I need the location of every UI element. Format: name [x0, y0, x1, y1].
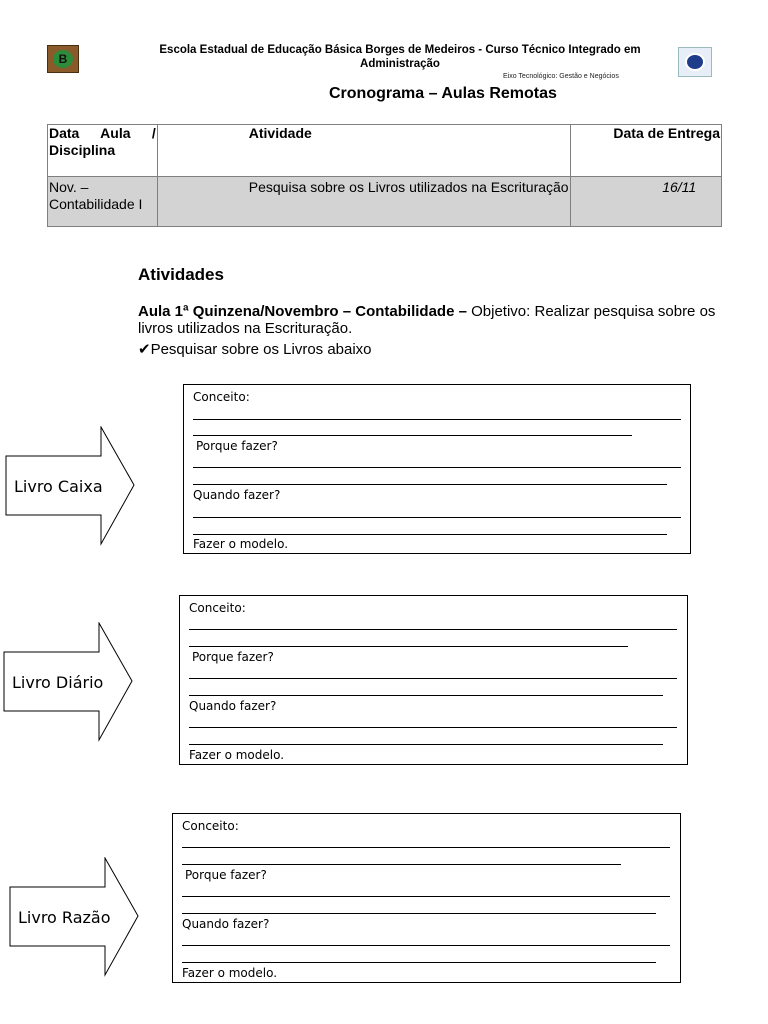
answer-line: [182, 962, 656, 963]
answer-line: [182, 847, 670, 848]
answer-box-livro-razao: [172, 813, 681, 983]
state-emblem-logo: [678, 47, 712, 77]
answer-line: [193, 435, 632, 436]
arrow-livro-diario: [3, 622, 133, 742]
arrow-livro-razao: [9, 857, 139, 977]
modelo-label: Fazer o modelo.: [189, 748, 285, 762]
porque-label: Porque fazer?: [196, 439, 278, 453]
checkmark-icon: ✔: [138, 341, 151, 358]
task-line: [138, 340, 372, 358]
quando-label: Quando fazer?: [193, 488, 281, 502]
page-title: Cronograma – Aulas Remotas: [329, 85, 557, 102]
cell-due-date: [571, 177, 722, 227]
header-due-date: Data de Entrega: [571, 125, 722, 177]
cell-date-discipline: Nov. – Contabilidade I: [48, 177, 158, 227]
header-activity-label: Atividade: [248, 125, 312, 141]
quando-label: Quando fazer?: [189, 699, 277, 713]
porque-label: Porque fazer?: [185, 868, 267, 882]
answer-line: [193, 419, 681, 420]
quando-label: Quando fazer?: [182, 917, 270, 931]
cell-due-date-text: 16/11: [662, 179, 697, 195]
conceito-label: Conceito:: [193, 390, 250, 404]
activities-heading: Atividades: [138, 265, 224, 284]
answer-line: [193, 517, 681, 518]
school-name: [150, 43, 650, 71]
answer-line: [182, 913, 656, 914]
table-row: [48, 177, 722, 227]
answer-line: [189, 629, 677, 630]
school-logo-left: [47, 45, 79, 73]
answer-line: [182, 945, 670, 946]
answer-line: [193, 484, 667, 485]
cell-activity-text: Pesquisa sobre os Livros utilizados na Escrituração: [248, 179, 569, 195]
answer-line: [182, 896, 670, 897]
arrow-label: Livro Caixa: [14, 477, 103, 496]
lesson-title: Aula 1ª Quinzena/Novembro – Contabilidade –: [138, 303, 467, 320]
lesson-objective: [138, 303, 718, 337]
answer-line: [189, 727, 677, 728]
school-name-line1: Escola Estadual de Educação Básica Borges de Medeiros - Curso Técnico Integrado em: [159, 44, 641, 56]
answer-line: [189, 744, 663, 745]
school-logo-letter: B: [53, 50, 73, 68]
porque-label: Porque fazer?: [192, 650, 274, 664]
school-name-line2: Administração: [360, 58, 440, 70]
modelo-label: Fazer o modelo.: [193, 537, 289, 551]
schedule-table: [47, 124, 722, 227]
answer-line: [189, 646, 628, 647]
arrow-label: Livro Razão: [18, 908, 111, 927]
answer-line: [189, 695, 663, 696]
answer-line: [193, 467, 681, 468]
eixo-tecnologico: Eixo Tecnológico: Gestão e Negócios: [503, 73, 619, 80]
lesson-objective-text: Objetivo: Realizar pesquisa sobre os livros utilizados na Escrituração.: [138, 303, 716, 337]
header-activity: [157, 125, 570, 177]
answer-box-livro-caixa: [183, 384, 691, 554]
cell-activity: [157, 177, 570, 227]
modelo-label: Fazer o modelo.: [182, 966, 278, 980]
emblem-icon: [685, 53, 705, 71]
conceito-label: Conceito:: [189, 601, 246, 615]
answer-line: [182, 864, 621, 865]
header-date-discipline: Data Aula / Disciplina: [48, 125, 158, 177]
task-text: Pesquisar sobre os Livros abaixo: [150, 341, 372, 358]
conceito-label: Conceito:: [182, 819, 239, 833]
arrow-label: Livro Diário: [12, 673, 104, 692]
answer-line: [193, 534, 667, 535]
answer-box-livro-diario: [179, 595, 688, 765]
table-header-row: [48, 125, 722, 177]
answer-line: [189, 678, 677, 679]
arrow-livro-caixa: [5, 426, 135, 546]
